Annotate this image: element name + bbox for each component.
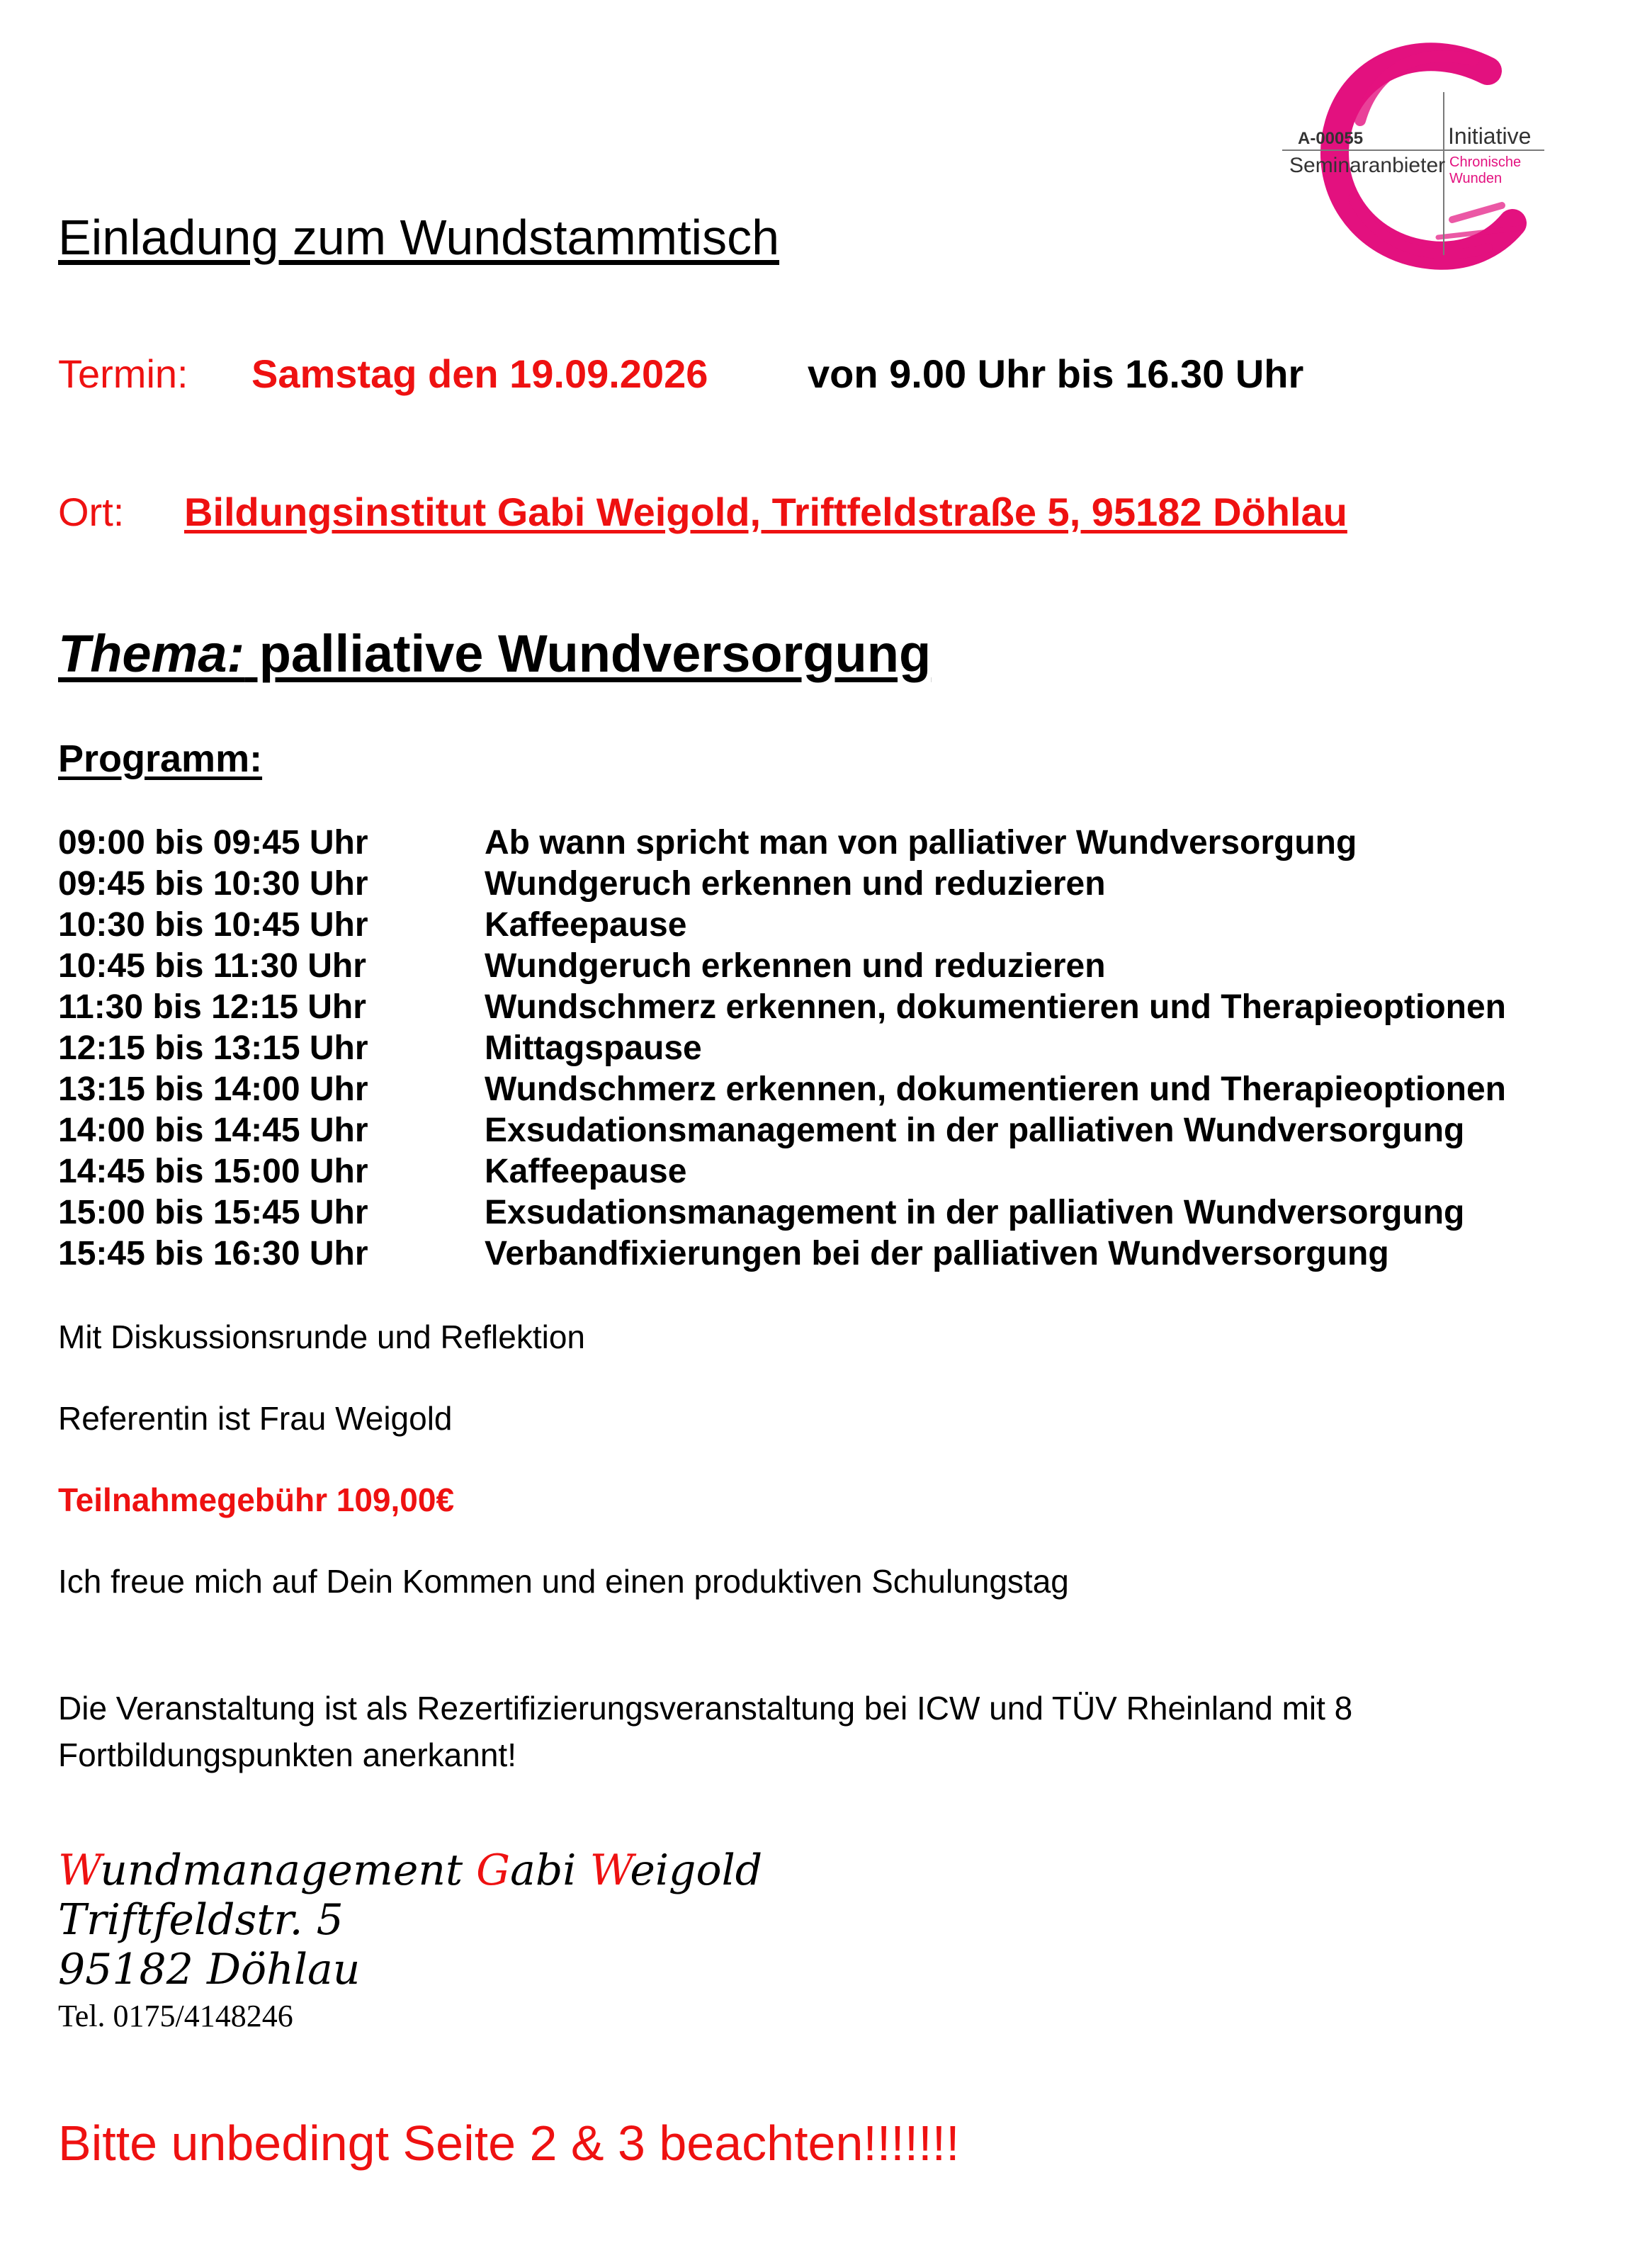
programm-heading: Programm: bbox=[58, 738, 263, 780]
schedule-time: 09:00 bis 09:45 Uhr bbox=[58, 823, 368, 862]
schedule-row bbox=[58, 1027, 1506, 1068]
thema-label: Thema: bbox=[58, 624, 245, 683]
schedule-topic: Wundschmerz erkennen, dokumentieren und Therapieoptionen bbox=[485, 988, 1506, 1026]
sig-initial-g: G bbox=[476, 1846, 511, 1895]
schedule-row bbox=[58, 1151, 1506, 1192]
schedule-time: 15:45 bis 16:30 Uhr bbox=[58, 1234, 368, 1272]
schedule-time: 14:00 bis 14:45 Uhr bbox=[58, 1111, 368, 1149]
schedule-time: 13:15 bis 14:00 Uhr bbox=[58, 1070, 368, 1108]
logo-line1: Chronische bbox=[1449, 154, 1522, 170]
schedule-row bbox=[58, 904, 1506, 945]
certification-note bbox=[58, 1685, 1352, 1778]
schedule-row bbox=[58, 1109, 1506, 1151]
discussion-note: Mit Diskussionsrunde und Reflektion bbox=[58, 1318, 586, 1355]
page-title: Einladung zum Wundstammtisch bbox=[58, 210, 780, 265]
certification-line-2: Fortbildungspunkten anerkannt! bbox=[58, 1736, 516, 1773]
termin-label: Termin: bbox=[58, 351, 188, 396]
schedule-row bbox=[58, 1068, 1506, 1109]
schedule-row bbox=[58, 822, 1506, 863]
schedule-topic: Ab wann spricht man von palliativer Wundversorgung bbox=[485, 823, 1357, 862]
signature-phone: Tel. 0175/4148246 bbox=[58, 1999, 293, 2033]
schedule-row bbox=[58, 863, 1506, 904]
schedule-row bbox=[58, 1192, 1506, 1233]
speaker-note: Referentin ist Frau Weigold bbox=[58, 1400, 453, 1437]
schedule-time: 11:30 bis 12:15 Uhr bbox=[58, 988, 366, 1026]
schedule-time: 10:45 bis 11:30 Uhr bbox=[58, 947, 366, 985]
signature-street: Triftfeldstr. 5 bbox=[58, 1895, 344, 1945]
logo-code: A-00055 bbox=[1298, 129, 1364, 148]
ort-label: Ort: bbox=[58, 490, 125, 534]
schedule-row bbox=[58, 1233, 1506, 1274]
schedule-topic: Wundgeruch erkennen und reduzieren bbox=[485, 947, 1106, 985]
ort-address: Bildungsinstitut Gabi Weigold, Triftfeldstraße 5, 95182 Döhlau bbox=[184, 490, 1347, 534]
schedule-topic: Mittagspause bbox=[485, 1029, 702, 1067]
schedule-time: 10:30 bis 10:45 Uhr bbox=[58, 905, 368, 944]
schedule-topic: Kaffeepause bbox=[485, 905, 687, 944]
schedule-topic: Wundgeruch erkennen und reduzieren bbox=[485, 864, 1106, 903]
seminar-provider-logo bbox=[1275, 43, 1551, 276]
footer-notice: Bitte unbedingt Seite 2 & 3 beachten!!!!!!! bbox=[58, 2116, 960, 2171]
schedule-row bbox=[58, 945, 1506, 986]
logo-initiative: Initiative bbox=[1448, 123, 1532, 149]
schedule-topic: Exsudationsmanagement in der palliativen Wundversorgung bbox=[485, 1193, 1465, 1231]
icw-logo-graphic bbox=[1275, 43, 1551, 276]
termin-date: Samstag den 19.09.2026 bbox=[251, 351, 708, 396]
schedule-row bbox=[58, 986, 1506, 1027]
fee-note: Teilnahmegebühr 109,00€ bbox=[58, 1481, 455, 1518]
termin-time: von 9.00 Uhr bis 16.30 Uhr bbox=[808, 351, 1304, 396]
schedule-topic: Wundschmerz erkennen, dokumentieren und Therapieoptionen bbox=[485, 1070, 1506, 1108]
sig-rest-w1: undmanagement bbox=[100, 1846, 477, 1895]
sig-initial-w1: W bbox=[58, 1846, 101, 1895]
logo-line2: Wunden bbox=[1449, 171, 1503, 186]
schedule-topic: Verbandfixierungen bei der palliativen Wundversorgung bbox=[485, 1234, 1389, 1272]
schedule-topic: Kaffeepause bbox=[485, 1152, 687, 1190]
schedule-time: 12:15 bis 13:15 Uhr bbox=[58, 1029, 368, 1067]
certification-line-1: Die Veranstaltung ist als Rezertifizierungsveranstaltung bei ICW und TÜV Rheinland mit 8 bbox=[58, 1690, 1353, 1727]
thema-value: palliative Wundversorgung bbox=[244, 624, 932, 683]
schedule-time: 15:00 bis 15:45 Uhr bbox=[58, 1193, 368, 1231]
schedule-time: 09:45 bis 10:30 Uhr bbox=[58, 864, 368, 903]
sig-rest-g: abi bbox=[510, 1846, 590, 1895]
logo-label: Seminaranbieter bbox=[1289, 154, 1446, 177]
sig-initial-w2: W bbox=[589, 1846, 630, 1895]
signature-city: 95182 Döhlau bbox=[58, 1945, 361, 1994]
thema-heading bbox=[58, 623, 931, 684]
signature-company bbox=[58, 1846, 762, 1895]
schedule-list bbox=[58, 822, 1506, 1274]
closing-note: Ich freue mich auf Dein Kommen und einen produktiven Schulungstag bbox=[58, 1563, 1069, 1600]
schedule-topic: Exsudationsmanagement in der palliativen Wundversorgung bbox=[485, 1111, 1465, 1149]
schedule-time: 14:45 bis 15:00 Uhr bbox=[58, 1152, 368, 1190]
sig-rest-w2: eigold bbox=[630, 1846, 763, 1895]
